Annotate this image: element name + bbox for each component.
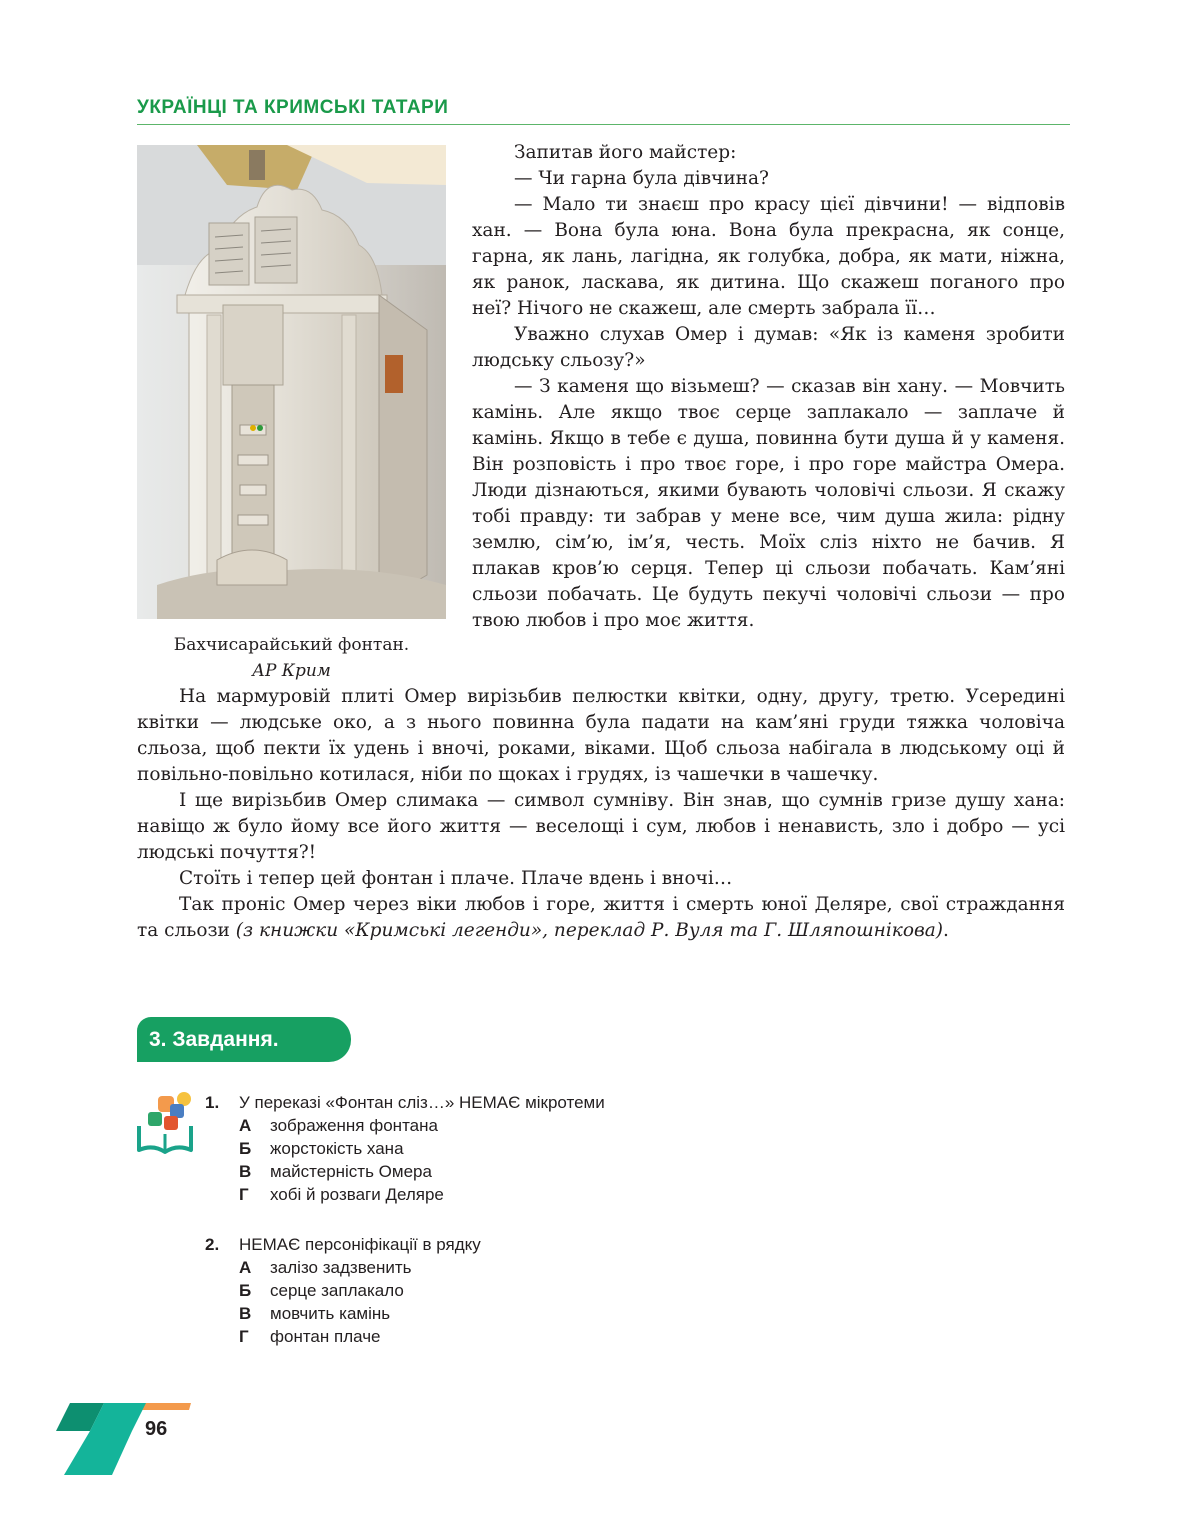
question-1: [205, 1091, 605, 1206]
final-text: Так проніс Омер через віки любов і горе, життя і смерть юної Деляре, свої страждання та сльози: [137, 894, 1065, 941]
answer-option[interactable]: В майстерність Омера: [239, 1162, 432, 1181]
book-blocks-icon: [136, 1090, 194, 1156]
fountain-photo: [137, 145, 446, 619]
paragraph: Стоїть і тепер цей фонтан і плаче. Плаче вдень і вночі…: [179, 868, 733, 889]
answer-option[interactable]: Б серце заплакало: [239, 1281, 404, 1300]
header-rule: [137, 124, 1070, 125]
page-number: 96: [145, 1418, 168, 1440]
answer-option[interactable]: А зображення фонтана: [239, 1116, 438, 1135]
question-number: 2.: [205, 1235, 220, 1254]
paragraph: Запитав його майстер:: [514, 142, 737, 163]
paragraph: І ще вирізьбив Омер слимака — символ сумніву. Він знав, що сумнів гризе душу хана: навіщо ж було йому все його життя — веселощі і сум, любов і ненависть, зло і добро — усі людські почуття?!: [137, 790, 1065, 863]
answer-option[interactable]: А залізо задзвенить: [239, 1258, 412, 1277]
answer-option[interactable]: Б жорстокість хана: [239, 1139, 404, 1158]
paragraph: Уважно слухав Омер і думав: «Як із каменя зробити людську сльозу?»: [472, 324, 1065, 371]
page-corner-decoration: [56, 1403, 191, 1475]
paragraph: На мармуровій плиті Омер вирізьбив пелюстки квітки, одну, другу, третю. Усередині квітки — людське око, а з нього повинна була падати на кам’яні груди тяжка чоловіча сльоза, щоб пекти їх удень і вночі, роками, віками. Щоб сльоза набігала в людському оці й повільно-повільно котилася, ніби по щоках і грудях, із чашечки в чашечку.: [137, 686, 1065, 785]
question-stem: У переказі «Фонтан сліз…» НЕМАЄ мікротеми: [239, 1093, 605, 1112]
answer-option[interactable]: В мовчить камінь: [239, 1304, 391, 1323]
answer-option[interactable]: Г хобі й розваги Деляре: [239, 1185, 444, 1204]
figure-caption: [137, 632, 446, 684]
tasks-heading: 3. Завдання.: [137, 1017, 351, 1062]
story-full-width: [137, 684, 1065, 944]
caption-title: Бахчисарайський фонтан.: [173, 635, 410, 655]
question-2: [205, 1233, 481, 1348]
final-period: .: [942, 920, 949, 941]
paragraph: — Мало ти знаєш про красу цієї дівчини! — відповів хан. — Вона була юна. Вона була прекрасна, як сонце, гарна, як лань, лагідна, як голубка, добра, як мати, ніжна, як ранок, ласкава, як дитина. Що скажеш поганого про неї? Нічого не скажеш, але смерть забрала її…: [472, 194, 1065, 319]
source-citation: (з книжки «Кримські легенди», переклад Р. Вуля та Г. Шляпошнікова): [235, 920, 943, 941]
answer-option[interactable]: Г фонтан плаче: [239, 1327, 381, 1346]
section-header: УКРАЇНЦІ ТА КРИМСЬКІ ТАТАРИ: [137, 97, 449, 118]
question-stem: НЕМАЄ персоніфікації в рядку: [239, 1235, 481, 1254]
story-column: [472, 140, 1065, 634]
paragraph: — З каменя що візьмеш? — сказав він хану. — Мовчить камінь. Але якщо твоє серце заплакало — заплаче й камінь. Якщо в тебе є душа, повинна бути душа й у каменя. Він розповість і про твоє горе, і про горе майстра Омера. Люди дізнаються, якими бувають чоловічі сльози. Я скажу тобі правду: ти забрав у мене все, чим душа жила: рідну землю, сім’ю, ім’я, честь. Моїх сліз ніхто не бачив. Я плакав кров’ю серця. Тепер ці сльози побачать. Кам’яні сльози побачать. Це будуть пекучі чоловічі сльози — про твою любов і про моє життя.: [472, 376, 1065, 631]
caption-place: АР Крим: [252, 661, 331, 681]
paragraph: — Чи гарна була дівчина?: [514, 168, 769, 189]
question-number: 1.: [205, 1093, 220, 1112]
paragraph-final: [137, 892, 1065, 944]
